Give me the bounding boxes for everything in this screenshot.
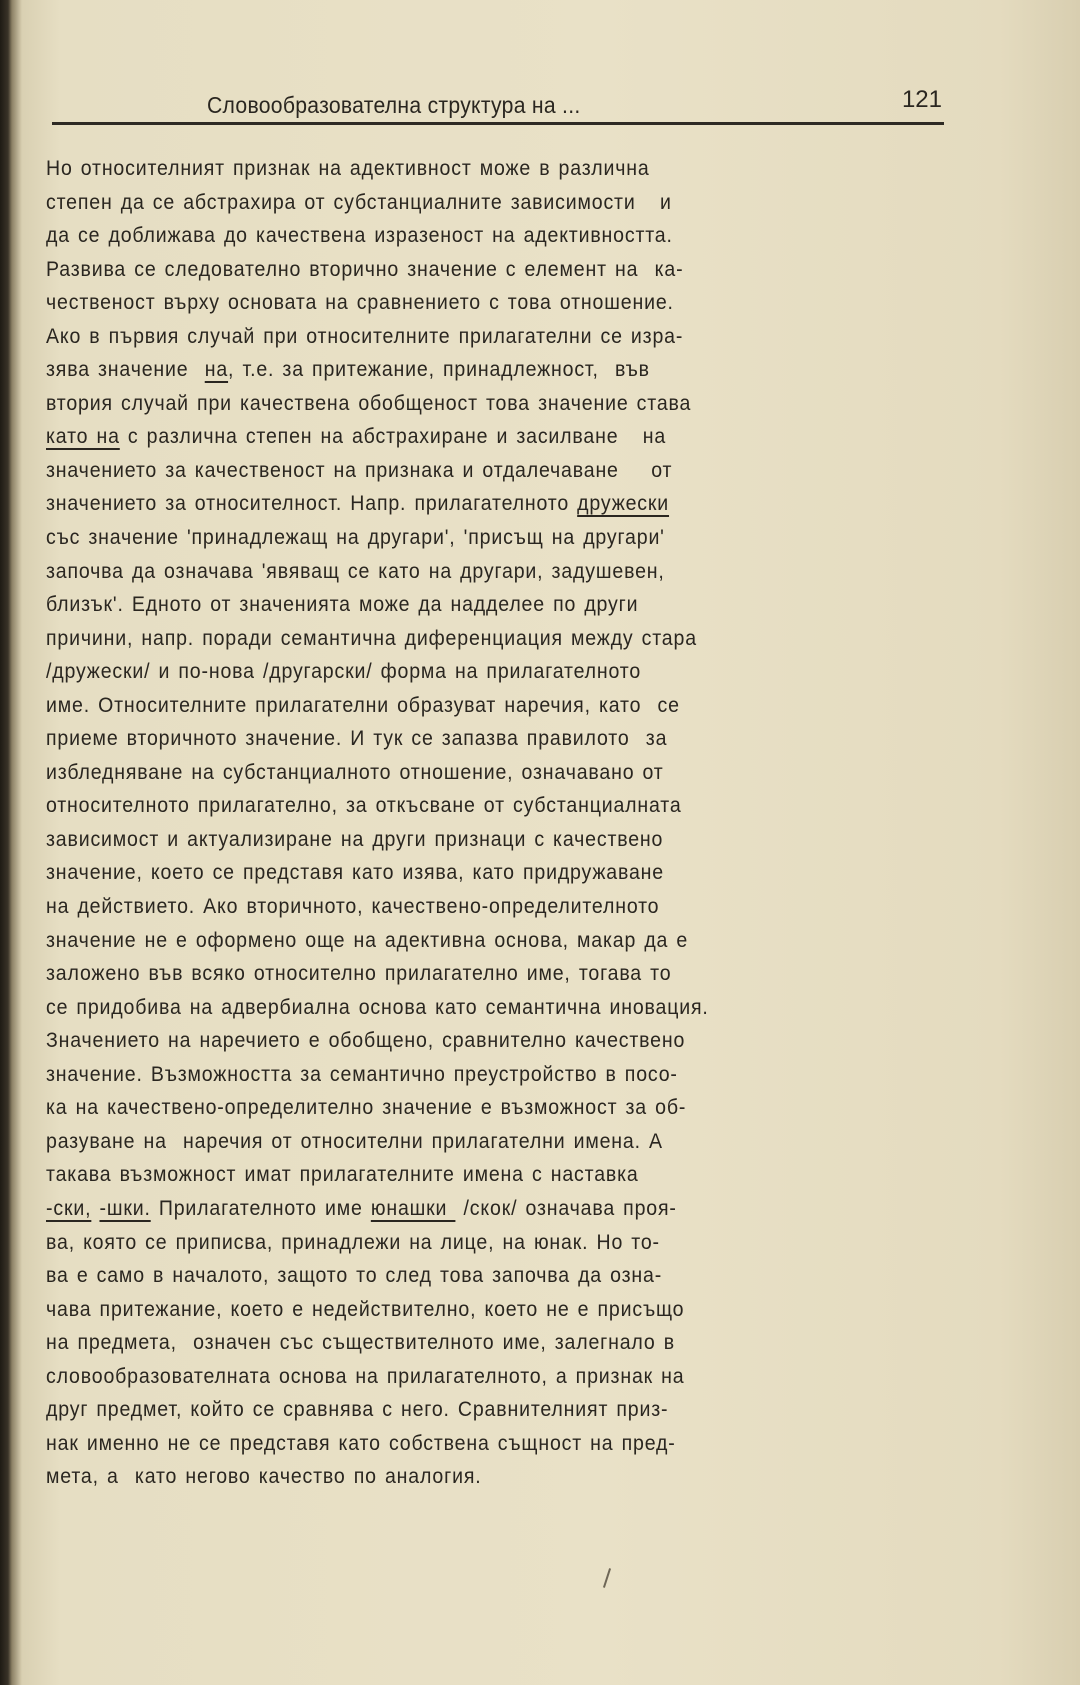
text-segment: име. Относителните прилагателни образуват наречия, като се <box>46 693 680 717</box>
text-line <box>46 622 920 656</box>
text-segment: на действието. Ако вторичното, качествено-определителното <box>46 895 660 919</box>
text-segment <box>91 1197 99 1220</box>
text-segment: словообразователната основа на прилагателното, а признак на <box>46 1364 685 1388</box>
text-segment: Развива се следователно вторично значение с елемент на ка- <box>46 257 684 281</box>
text-segment: зависимост и актуализиране на други признаци с качествено <box>46 827 664 851</box>
text-segment: избледняване на субстанциалното отношение, означавано от <box>46 760 664 784</box>
text-segment: зява значение <box>46 358 205 382</box>
text-segment: относителното прилагателно, за откъсване от субстанциалната <box>46 794 682 818</box>
body-text <box>46 152 986 1494</box>
text-line <box>46 555 920 589</box>
text-segment: мета, а като негово качество по аналогия. <box>46 1465 482 1489</box>
text-line <box>46 1226 920 1260</box>
text-segment: чественост върху основата на сравнението с това отношение. <box>46 291 674 315</box>
text-line <box>46 253 920 287</box>
text-line <box>46 487 920 521</box>
text-segment: се придобива на адвербиална основа като семантична иновация. <box>46 995 709 1019</box>
text-segment: Но относителният признак на адективност може в различна <box>46 157 650 180</box>
text-line <box>46 1125 920 1159</box>
text-segment: /дружески/ и по-нова /другарски/ форма на прилагателното <box>46 660 642 684</box>
text-line <box>46 353 920 387</box>
page-number: 121 <box>901 86 942 113</box>
text-segment: , т.е. за притежание, принадлежност, във <box>228 358 650 382</box>
text-segment: заложено във всяко относително прилагателно име, тогава то <box>46 962 672 986</box>
running-title: Словообразователна структура на ... <box>207 92 581 118</box>
text-line <box>46 1091 920 1125</box>
text-segment: ва е само в началото, защото то след това започва да озна- <box>46 1264 663 1288</box>
text-line <box>46 521 920 555</box>
text-line <box>46 219 920 253</box>
text-segment: Прилагателното име <box>150 1196 371 1220</box>
text-segment: Ако в първия случай при относителните прилагателни се изра- <box>46 324 684 348</box>
text-line <box>46 1427 920 1461</box>
text-segment: такава възможност имат прилагателните имена с наставка <box>46 1163 639 1187</box>
text-segment: /скок/ означава проя- <box>455 1196 677 1220</box>
text-segment: чава притежание, което е недействително, което не е присъщо <box>46 1297 685 1321</box>
text-segment: причини, напр. поради семантична диференциация между стара <box>46 626 697 650</box>
text-line <box>46 856 920 890</box>
underlined-term: -шки. <box>99 1196 151 1220</box>
text-line <box>46 286 920 320</box>
text-segment: започва да означава 'явяващ се като на другари, задушевен, <box>46 559 665 583</box>
text-line <box>46 1058 920 1092</box>
text-line <box>46 420 920 454</box>
text-segment: степен да се абстрахира от субстанциалните зависимости и <box>46 190 672 214</box>
text-line <box>46 588 920 622</box>
text-line <box>46 152 920 186</box>
text-line <box>46 1326 920 1360</box>
text-segment: да се доближава до качествена изразеност на адективността. <box>46 224 673 248</box>
underlined-term: дружески <box>577 492 670 516</box>
text-segment: значение. Възможността за семантично преустройство в посо- <box>46 1062 678 1086</box>
stray-pencil-mark <box>603 1568 611 1588</box>
text-line <box>46 689 920 723</box>
text-segment: значението за качественост на признака и отдалечаване от <box>46 458 673 482</box>
text-line <box>46 1393 920 1427</box>
text-segment: близък'. Едното от значенията може да надделее по други <box>46 593 639 617</box>
text-line <box>46 957 920 991</box>
underlined-term: на <box>204 358 229 382</box>
text-line <box>46 1293 920 1327</box>
text-line <box>46 890 920 924</box>
text-segment: разуване на наречия от относителни прилагателни имена. А <box>46 1129 663 1153</box>
text-line <box>46 991 920 1025</box>
text-line <box>46 655 920 689</box>
underlined-term: -ски, <box>46 1196 92 1220</box>
text-segment: на предмета, означен със съществителното име, залегнало в <box>46 1331 675 1355</box>
text-line <box>46 722 920 756</box>
text-line <box>46 823 920 857</box>
text-line <box>46 789 920 823</box>
text-segment: Значението на наречието е обобщено, сравнително качествено <box>46 1029 686 1053</box>
text-segment: значение, което се представя като изява, като придружаване <box>46 861 664 885</box>
text-segment: със значение 'принадлежащ на другари', 'присъщ на другари' <box>46 526 665 550</box>
text-line <box>46 756 920 790</box>
text-segment: значение не е оформено още на адективна основа, макар да е <box>46 928 689 952</box>
text-segment: значението за относителност. Напр. прилагателното <box>46 492 578 516</box>
text-segment: приеме вторичното значение. И тук се запазва правилото за <box>46 727 668 751</box>
text-line <box>46 1158 920 1192</box>
text-line <box>46 1192 920 1226</box>
running-header <box>52 86 944 125</box>
text-segment: ва, която се приписва, принадлежи на лице, на юнак. Но то- <box>46 1230 660 1254</box>
text-line <box>46 454 920 488</box>
text-line <box>46 1259 920 1293</box>
text-segment: нак именно не се представя като собствена същност на пред- <box>46 1431 676 1455</box>
text-line <box>46 924 920 958</box>
text-line <box>46 1460 920 1494</box>
text-line <box>46 387 920 421</box>
text-segment: втория случай при качествена обобщеност това значение става <box>46 391 692 415</box>
text-line <box>46 1360 920 1394</box>
text-line <box>46 186 920 220</box>
underlined-term: юнашки <box>370 1196 456 1220</box>
text-line <box>46 1024 920 1058</box>
text-segment: ка на качествено-определително значение е възможност за об- <box>46 1096 687 1120</box>
text-segment: друг предмет, който се сравнява с него. Сравнителният приз- <box>46 1398 669 1422</box>
text-line <box>46 320 920 354</box>
text-segment: с различна степен на абстрахиране и засилване на <box>119 425 667 449</box>
underlined-term: като на <box>46 425 120 449</box>
